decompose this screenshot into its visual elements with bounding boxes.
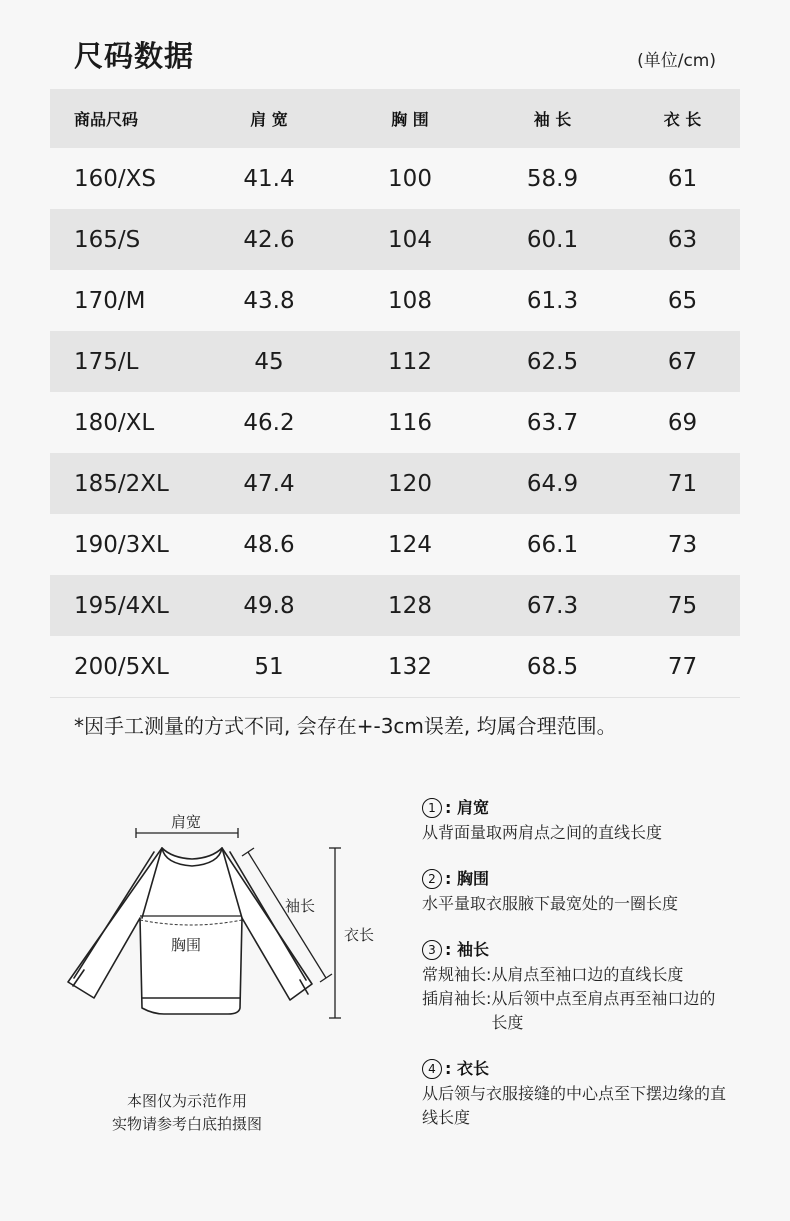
cell-shoulder: 42.6	[198, 209, 340, 270]
cell-length: 61	[667, 165, 698, 192]
header-size: 商品尺码	[50, 89, 198, 148]
legend-item-shoulder	[422, 795, 752, 845]
legend-title: : 肩宽	[445, 798, 489, 817]
cell-size: 195/4XL	[50, 575, 198, 636]
cell-sleeve: 63.7	[526, 409, 579, 436]
cell-sleeve: 60.1	[480, 209, 625, 270]
cell-length: 65	[667, 287, 698, 314]
header-length: 衣 长	[625, 89, 740, 148]
cell-chest: 120	[340, 453, 480, 514]
cell-size: 190/3XL	[74, 531, 169, 558]
cell-sleeve: 64.9	[480, 453, 625, 514]
cell-shoulder: 41.4	[243, 165, 295, 192]
unit-label: (单位/cm)	[637, 51, 716, 71]
legend-item-length	[422, 1056, 752, 1130]
cell-sleeve: 67.3	[480, 575, 625, 636]
legend-title: : 衣长	[445, 1059, 489, 1078]
table-row	[50, 392, 740, 453]
cell-chest: 108	[388, 287, 432, 314]
table-row	[50, 331, 740, 392]
legend-title: : 袖长	[445, 940, 489, 959]
header-shoulder: 肩 宽	[198, 89, 340, 148]
legend-description: 从后领中点至肩点再至袖口边的长度	[491, 989, 716, 1032]
cell-length: 73	[667, 531, 698, 558]
cell-sleeve: 61.3	[526, 287, 579, 314]
legend-key-regular: 常规袖长:	[422, 965, 492, 984]
diagram-caption-line2: 实物请参考白底拍摄图	[111, 1115, 262, 1133]
cell-size: 180/XL	[74, 409, 155, 436]
cell-chest: 132	[388, 653, 432, 680]
cell-chest: 128	[340, 575, 480, 636]
cell-size: 185/2XL	[50, 453, 198, 514]
cell-sleeve: 62.5	[480, 331, 625, 392]
legend-item-sleeve	[422, 937, 752, 1035]
cell-shoulder: 43.8	[243, 287, 295, 314]
cell-size: 175/L	[50, 331, 198, 392]
cell-sleeve: 58.9	[526, 165, 579, 192]
diagram-label-chest: 胸围	[171, 936, 202, 954]
cell-chest: 116	[388, 409, 432, 436]
cell-size: 165/S	[50, 209, 198, 270]
cell-length: 71	[625, 453, 740, 514]
table-divider	[50, 697, 740, 698]
circle-number-icon: 2	[422, 869, 442, 889]
page-title: 尺码数据	[74, 39, 195, 73]
legend-description: 从后领与衣服接缝的中心点至下摆边缘的直线长度	[422, 1084, 727, 1127]
cell-length: 63	[625, 209, 740, 270]
header-chest: 胸 围	[340, 89, 480, 148]
sweatshirt-illustration	[50, 800, 400, 1030]
cell-size: 200/5XL	[74, 653, 169, 680]
cell-length: 77	[667, 653, 698, 680]
measurement-note: *因手工测量的方式不同, 会存在+-3cm误差, 均属合理范围。	[74, 714, 617, 738]
legend-title: : 胸围	[445, 869, 489, 888]
cell-shoulder: 51	[254, 653, 284, 680]
diagram-caption-line1: 本图仅为示范作用	[126, 1092, 247, 1110]
circle-number-icon: 4	[422, 1059, 442, 1079]
legend-item-chest	[422, 866, 752, 916]
table-row	[50, 575, 740, 636]
cell-chest: 124	[388, 531, 432, 558]
table-row	[50, 453, 740, 514]
legend-description: 从背面量取两肩点之间的直线长度	[422, 823, 663, 842]
legend-key-raglan: 插肩袖长:	[422, 989, 492, 1008]
diagram-label-sleeve: 袖长	[285, 897, 316, 915]
table-row	[50, 636, 740, 697]
table-row	[50, 209, 740, 270]
cell-chest: 100	[388, 165, 432, 192]
cell-shoulder: 46.2	[243, 409, 295, 436]
legend-description: 水平量取衣服腋下最宽处的一圈长度	[422, 894, 679, 913]
table-row	[50, 514, 740, 575]
cell-sleeve: 66.1	[526, 531, 579, 558]
diagram-label-shoulder: 肩宽	[171, 813, 202, 831]
header-sleeve: 袖 长	[480, 89, 625, 148]
cell-chest: 112	[340, 331, 480, 392]
cell-length: 67	[625, 331, 740, 392]
cell-length: 75	[625, 575, 740, 636]
cell-shoulder: 48.6	[243, 531, 295, 558]
circle-number-icon: 3	[422, 940, 442, 960]
cell-size: 170/M	[74, 287, 146, 314]
cell-sleeve: 68.5	[526, 653, 579, 680]
cell-chest: 104	[340, 209, 480, 270]
cell-size: 160/XS	[74, 165, 157, 192]
table-header-row	[50, 89, 740, 148]
cell-shoulder: 47.4	[198, 453, 340, 514]
size-table	[50, 89, 740, 697]
circle-number-icon: 1	[422, 798, 442, 818]
table-row	[50, 270, 740, 331]
cell-shoulder: 45	[198, 331, 340, 392]
legend-description: 从肩点至袖口边的直线长度	[491, 965, 684, 984]
cell-shoulder: 49.8	[198, 575, 340, 636]
cell-length: 69	[667, 409, 698, 436]
table-row	[50, 148, 740, 209]
garment-diagram	[50, 800, 400, 1030]
diagram-label-length: 衣长	[344, 926, 375, 944]
